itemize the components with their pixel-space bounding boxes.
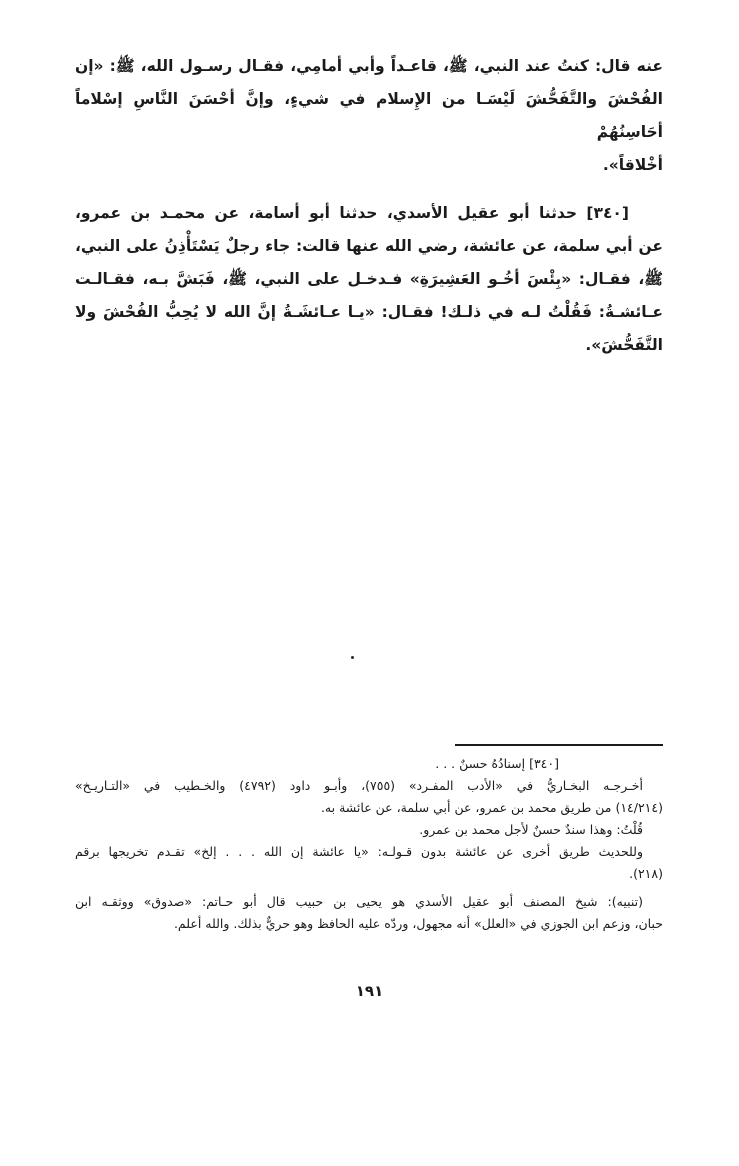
footnotes-block — [75, 753, 663, 935]
paragraph-hadith-340 — [75, 197, 663, 362]
text-line: أخْلاقاً». — [602, 156, 663, 174]
text-line: عن أبي سلمة، عن عائشة، رضي الله عنها قالت: جاء رجلٌ يَسْتَأْذِنُ على النبي، — [75, 237, 663, 255]
footnote-line: وللحديث طريق أخرى عن عائشة بدون قـولـه: «يا عائشة إن الله . . . إلخ» تقـدم تخريجها برقم — [75, 844, 643, 859]
footnote-separator-line — [455, 744, 663, 746]
footnote-line: (٢١٨). — [629, 866, 663, 881]
separator-dot — [351, 656, 354, 659]
text-line: الفُحْشَ والتَّفَحُّشَ لَيْسَـا من الإِسلام في شيءٍ، وإنَّ أحْسَنَ النَّاسِ إسْلاماً أحَاسِنُهُمْ — [75, 90, 663, 141]
footnote-line: [٣٤٠] إسنادُهُ حسنٌ . . . — [435, 756, 559, 771]
text-line: عنه قال: كنتُ عند النبي، ﷺ، قاعـداً وأبي أمامِي، فقـال رسـول الله، ﷺ: «إن — [75, 57, 663, 75]
footnote-line: (١٤/٢١٤) من طريق محمد بن عمرو، عن أبي سلمة، عن عائشة به. — [320, 800, 663, 815]
text-line: التَّفَحُّشَ». — [585, 336, 663, 354]
paragraph-hadith-continuation — [75, 50, 663, 182]
text-line: عـائشـةُ: فَقُلْتُ لـه في ذلـك! فقـال: «يـا عـائشَـةُ إنَّ الله لا يُحِبُّ الفُحْشَ ولا — [75, 303, 663, 321]
page-number: ١٩١ — [355, 982, 384, 1000]
footnote-line: (تنبيه): شيخ المصنف أبو عقيل الأسدي هو يحيى بن حبيب قال أبو حـاتم: «صدوق» ووثقـه ابن — [75, 894, 643, 909]
footnote-line: حبان، وزعم ابن الجوزي في «العلل» أنه مجهول، وردّه عليه الحافظ وهو حريٌّ بذلك. والله أعلم. — [173, 916, 663, 931]
main-text-block — [75, 50, 663, 362]
text-line: [٣٤٠] حدثنا أبو عقيل الأسدي، حدثنا أبو أسامة، عن محمـد بن عمرو، — [75, 204, 629, 222]
text-line: ﷺ، فقـال: «بِئْسَ أخُـو العَشِيرَةِ» فـدخـل على النبي، ﷺ، فَبَشَّ بـه، فقـالـت — [75, 270, 663, 288]
footnote-line: أخـرجـه البخـاريُّ في «الأدب المفـرد» (٧٥٥)، وأبـو داود (٤٧٩٢) والخـطيب في «التـاريـخ» — [75, 778, 643, 793]
footnote-line: قُلْتُ: وهذا سندٌ حسنٌ لأجل محمد بن عمرو. — [419, 822, 643, 837]
